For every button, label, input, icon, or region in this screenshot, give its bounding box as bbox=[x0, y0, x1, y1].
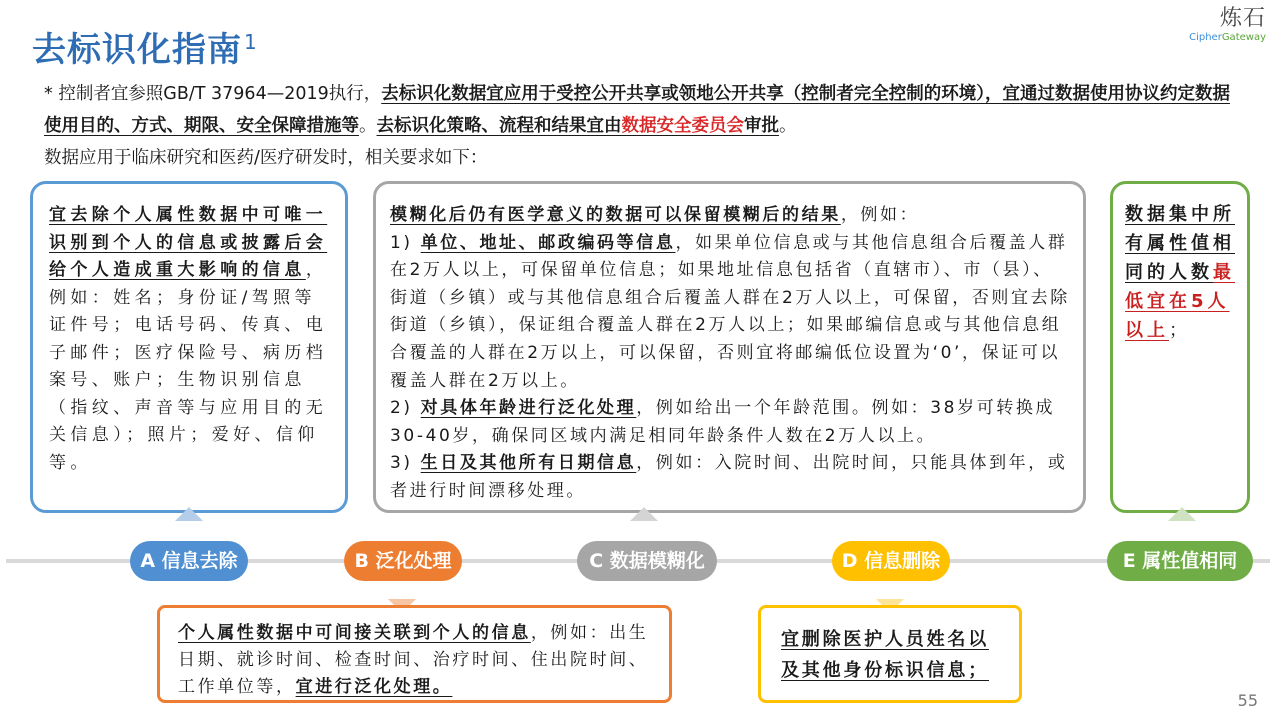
logo-en-part2: Gateway bbox=[1221, 32, 1266, 43]
data-blur-item-1 bbox=[390, 230, 1071, 396]
company-logo bbox=[1189, 6, 1266, 44]
info-removal-bold: 宜去除个人属性数据中可唯一识别到个人的信息或披露后会给个人造成重大影响的信息 bbox=[49, 205, 328, 280]
intro-sep: 。 bbox=[359, 116, 377, 136]
data-blur-head-bold: 模糊化后仍有医学意义的数据可以保留模糊后的结果 bbox=[390, 205, 841, 225]
data-blur-text bbox=[390, 202, 1071, 506]
item-bold: 对具体年龄进行泛化处理 bbox=[420, 398, 637, 419]
item-number: 1) bbox=[390, 232, 421, 253]
item-rest: ，如果单位信息或与其他信息组合后覆盖人群在2万人以上，可保留单位信息；如果地址信息包括省（直辖市）、市（县）、街道（乡镇）或与其他信息组合后覆盖人群在2万人以上，可保留，否则宜去除街道（乡镇），保证组合覆盖人群在2万人以上；如果邮编信息或与其他信息组合覆盖的人群在2万以上，可以保留，否则宜将邮编低位设置为‘0’，保证可以覆盖人群在2万以上。 bbox=[390, 232, 1070, 391]
info-removal-rest: ，例如：姓名；身份证/驾照等证件号；电话号码、传真、电子邮件；医疗保险号、病历档案号、账户；生物识别信息（指纹、声音等与应用目的无关信息）；照片；爱好、信仰等。 bbox=[49, 260, 328, 473]
intro-plain: * 控制者宜参照GB/T 37964—2019执行， bbox=[44, 84, 382, 104]
step-a-info-removal: A 信息去除 bbox=[130, 541, 248, 581]
item-rest: ，例如给出一个年龄范围。例如：38岁可转换成30-40岁，确保同区域内满足相同年龄条件人数在2万人以上。 bbox=[390, 398, 1056, 446]
intro-bold-1: 去标识化数据宜应用于受控公开共享或领地公开共享（控制者完全控制的环境），宜通过数据使用协议约定数据使用目的、方式、期限、安全保障措施等 bbox=[44, 84, 1230, 136]
item-bold: 单位、地址、邮政编码等信息 bbox=[420, 232, 676, 253]
intro-red-committee: 数据安全委员会 bbox=[621, 116, 744, 136]
step-c-data-blur: C 数据模糊化 bbox=[577, 541, 717, 581]
data-blur-head-rest: ，例如： bbox=[840, 205, 920, 225]
intro-bold-2 bbox=[377, 116, 780, 136]
item-number: 3) bbox=[390, 453, 421, 474]
intro-paragraph bbox=[44, 78, 1234, 174]
logo-en-part1: Cipher bbox=[1189, 32, 1222, 43]
logo-english bbox=[1189, 32, 1266, 44]
info-removal-box bbox=[30, 181, 348, 513]
step-e-same-attribute: E 属性值相同 bbox=[1107, 541, 1253, 581]
generalization-box bbox=[157, 605, 672, 703]
intro-end: 。 bbox=[779, 116, 797, 136]
step-b-generalization: B 泛化处理 bbox=[344, 541, 462, 581]
info-removal-text bbox=[49, 202, 331, 477]
data-blur-item-2 bbox=[390, 395, 1071, 450]
generalization-bold: 个人属性数据中可间接关联到个人的信息 bbox=[178, 623, 531, 643]
generalization-text bbox=[178, 620, 659, 701]
same-attribute-red: 最低宜在5人以上 bbox=[1125, 262, 1235, 341]
info-deletion-bold: 宜删除医护人员姓名以及其他身份标识信息； bbox=[781, 629, 989, 681]
item-number: 2) bbox=[390, 398, 421, 419]
same-attribute-box bbox=[1110, 181, 1250, 513]
data-blur-item-3 bbox=[390, 450, 1071, 505]
same-attribute-bold: 数据集中所有属性值相同的人数 bbox=[1125, 204, 1235, 283]
info-deletion-box bbox=[758, 605, 1022, 703]
data-blur-box bbox=[373, 181, 1086, 513]
info-deletion-text bbox=[781, 624, 1009, 686]
step-d-info-deletion: D 信息删除 bbox=[832, 541, 950, 581]
title-footnote: 1 bbox=[244, 29, 258, 54]
logo-chinese: 炼石 bbox=[1219, 6, 1266, 31]
intro-line3: 数据应用于临床研究和医药/医疗研发时，相关要求如下： bbox=[44, 148, 488, 168]
pointer-a-icon bbox=[175, 507, 203, 521]
pointer-c-icon bbox=[630, 507, 658, 521]
pointer-e-icon bbox=[1168, 507, 1196, 521]
same-attribute-text bbox=[1125, 200, 1237, 345]
item-bold: 生日及其他所有日期信息 bbox=[420, 453, 637, 474]
same-attribute-end: ； bbox=[1169, 320, 1191, 341]
page-title bbox=[32, 22, 258, 71]
title-text: 去标识化指南 bbox=[32, 30, 242, 70]
data-blur-head bbox=[390, 202, 1071, 230]
generalization-rest: ，例如：出生日期、就诊时间、检查时间、治疗时间、住出院时间、工作单位等， bbox=[178, 623, 649, 697]
item-rest: ，例如：入院时间、出院时间，只能具体到年，或者进行时间漂移处理。 bbox=[390, 453, 1068, 501]
intro-bold-2b: 审批 bbox=[744, 116, 779, 136]
generalization-bold-2: 宜进行泛化处理。 bbox=[295, 677, 453, 697]
intro-bold-2a: 去标识化策略、流程和结果宜由 bbox=[376, 116, 622, 136]
page-number: 55 bbox=[1237, 691, 1258, 710]
intro-main bbox=[44, 78, 1234, 142]
